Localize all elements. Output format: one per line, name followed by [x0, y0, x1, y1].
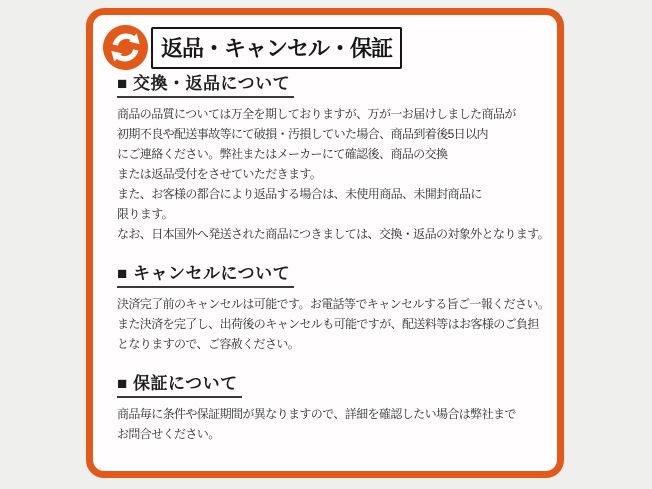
body-line: 商品の品質については万全を期しておりますが、万が一お届けしました商品が [117, 107, 516, 121]
panel-header [103, 25, 549, 70]
policy-panel [86, 8, 564, 478]
body-line: なお、日本国外へ発送された商品につきましては、交換・返品の対象外となります。 [117, 227, 550, 241]
section-cancellation [117, 264, 549, 354]
body-line: 決済完了前のキャンセルは可能です。お電話等でキャンセルする旨ご一報ください。 [117, 297, 550, 311]
cycle-arrows-icon [103, 25, 148, 70]
body-line: また決済を完了し、出荷後のキャンセルも可能ですが、配送料等はお客様のご負担 [117, 317, 539, 331]
body-line: 商品毎に条件や保証期間が異なりますので、詳細を確認したい場合は弊社まで [117, 407, 516, 421]
body-line: 限ります。 [117, 207, 174, 221]
section-exchange-returns [117, 74, 549, 244]
body-line: にご連絡ください。弊社またはメーカーにて確認後、商品の交換 [117, 147, 448, 161]
policy-sections [117, 74, 549, 444]
body-line: となりますので、ご容赦ください。 [117, 337, 300, 351]
body-line: または返品受付をさせていただきます。 [117, 167, 322, 181]
panel-title: 返品・キャンセル・保証 [151, 27, 402, 69]
section-heading-exchange-returns: ■ 交換・返品について [117, 74, 294, 98]
body-line: また、お客様の都合により返品する場合は、未使用商品、未開封商品に [117, 187, 482, 201]
section-heading-warranty: ■ 保証について [117, 374, 242, 398]
body-line: お問合せください。 [117, 427, 220, 441]
section-heading-cancellation: ■ キャンセルについて [117, 264, 294, 288]
body-line: 初期不良や配送事故等にて破損・汚損していた場合、商品到着後5日以内 [117, 127, 488, 141]
section-warranty [117, 374, 549, 444]
